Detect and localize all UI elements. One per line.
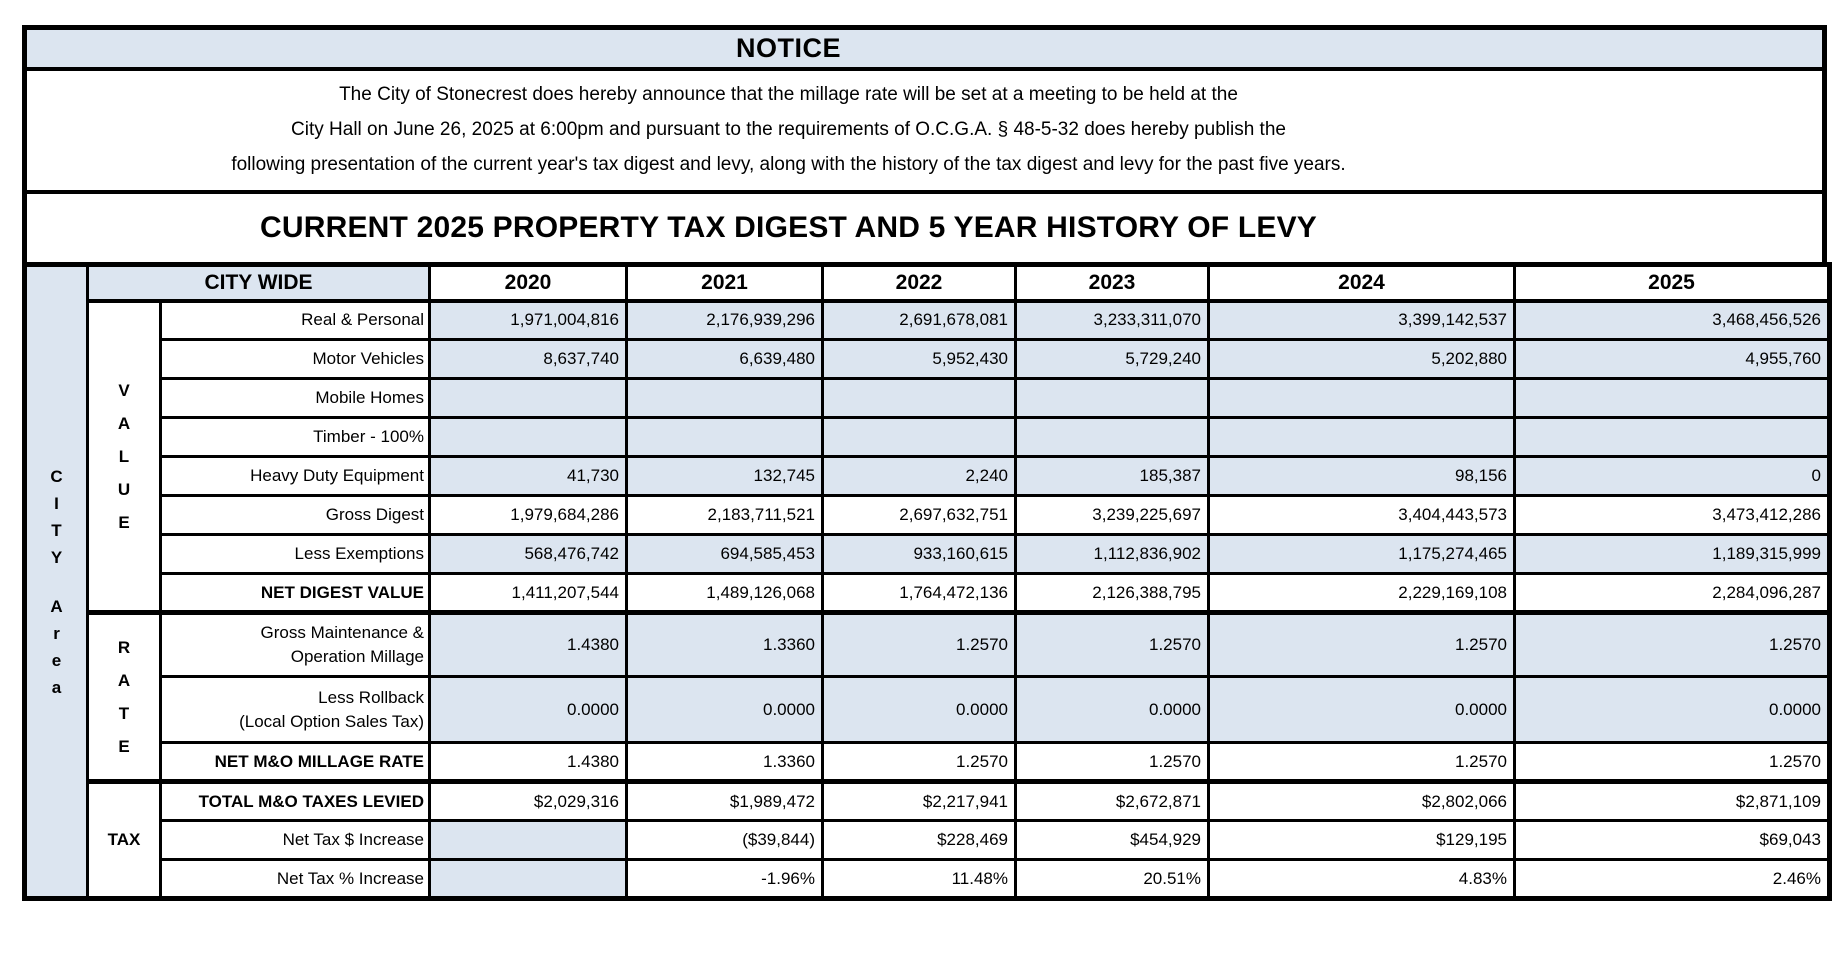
value-cell: 4.83% [1209,860,1515,899]
value-cell [627,418,823,457]
row-label [161,535,430,574]
value-cell [1515,418,1830,457]
year-header-2020: 2020 [430,265,627,301]
value-cell: 1.2570 [1016,613,1209,677]
row-label [161,743,430,782]
value-cell: 2,183,711,521 [627,496,823,535]
value-cell: 5,729,240 [1016,340,1209,379]
value-cell: 694,585,453 [627,535,823,574]
value-cell [1016,418,1209,457]
value-cell: 2.46% [1515,860,1830,899]
value-cell: $2,871,109 [1515,782,1830,821]
value-cell: 1,979,684,286 [430,496,627,535]
value-cell: 1,411,207,544 [430,574,627,613]
value-cell: 1,189,315,999 [1515,535,1830,574]
table-row [25,535,1830,574]
value-cell: 41,730 [430,457,627,496]
table-row [25,574,1830,613]
value-cell: $1,989,472 [627,782,823,821]
area-letter: r [53,623,60,643]
value-cell: 1,175,274,465 [1209,535,1515,574]
value-cell: 3,468,456,526 [1515,301,1830,340]
value-cell: 8,637,740 [430,340,627,379]
value-cell: 933,160,615 [823,535,1016,574]
area-strip-text [28,463,85,701]
value-cell: $2,802,066 [1209,782,1515,821]
value-cell: 5,952,430 [823,340,1016,379]
value-cell: 1,112,836,902 [1016,535,1209,574]
value-cell: 1.2570 [1209,743,1515,782]
area-letter: I [54,493,59,513]
group-word: TAX [107,830,141,849]
group-label-value [88,301,161,613]
value-cell: 1.2570 [1515,743,1830,782]
row-label [161,613,430,677]
table-row [25,860,1830,899]
row-label-line: Real & Personal [301,310,424,330]
notice-line: following presentation of the current year's tax digest and levy, along with the history of the tax digest and levy for the past five years. [231,154,1346,175]
area-letter: a [51,677,62,697]
year-header-2024: 2024 [1209,265,1515,301]
notice-body [27,71,1822,194]
value-cell: 0.0000 [430,677,627,743]
value-cell [1209,379,1515,418]
area-letter: C [50,466,63,486]
value-cell [430,379,627,418]
row-label [161,496,430,535]
value-cell: 5,202,880 [1209,340,1515,379]
row-label-line: NET M&O MILLAGE RATE [214,751,424,771]
row-label-line: Net Tax $ Increase [282,830,424,849]
group-letter: L [118,446,130,466]
digest-table [22,262,1832,901]
table-row [25,782,1830,821]
group-letter: U [117,479,131,499]
value-cell: $2,029,316 [430,782,627,821]
value-cell: $129,195 [1209,821,1515,860]
value-cell: 2,176,939,296 [627,301,823,340]
row-label [161,860,430,899]
row-label-line: Gross Digest [325,505,424,524]
table-row [25,496,1830,535]
value-cell: 1.4380 [430,743,627,782]
table-row [25,301,1830,340]
area-letter: e [51,650,62,670]
value-cell: 1.2570 [1515,613,1830,677]
value-cell: 11.48% [823,860,1016,899]
year-header-2023: 2023 [1016,265,1209,301]
table-row [25,821,1830,860]
notice-box [22,25,1827,267]
value-cell: $454,929 [1016,821,1209,860]
row-label [161,821,430,860]
value-cell: 1.2570 [823,743,1016,782]
value-cell: 1,489,126,068 [627,574,823,613]
table-row [25,457,1830,496]
value-cell [823,418,1016,457]
value-cell [627,379,823,418]
table-row [25,677,1830,743]
value-cell: 3,233,311,070 [1016,301,1209,340]
value-cell: 1,764,472,136 [823,574,1016,613]
notice-header-bar [27,30,1822,71]
row-label [161,574,430,613]
table-row [25,340,1830,379]
value-cell: 185,387 [1016,457,1209,496]
value-cell: $69,043 [1515,821,1830,860]
table-row [25,379,1830,418]
year-header-2022: 2022 [823,265,1016,301]
value-cell: 1.2570 [823,613,1016,677]
value-cell [1209,418,1515,457]
row-label-line: Gross Maintenance & [260,623,424,642]
table-header-row [25,265,1830,301]
document [22,25,1827,901]
row-label-line: (Local Option Sales Tax) [239,711,424,731]
value-cell: 0 [1515,457,1830,496]
value-cell: 1.4380 [430,613,627,677]
row-label-line: Heavy Duty Equipment [250,466,424,485]
group-label-rate [88,613,161,782]
value-cell: 2,240 [823,457,1016,496]
row-label [161,418,430,457]
value-cell [430,418,627,457]
value-cell: 132,745 [627,457,823,496]
value-cell: 0.0000 [1515,677,1830,743]
row-label [161,340,430,379]
group-letter: T [118,704,130,723]
value-cell: 6,639,480 [627,340,823,379]
value-cell: 1,971,004,816 [430,301,627,340]
group-label-tax [88,782,161,899]
row-label-line: Timber - 100% [313,427,424,446]
row-label-line: NET DIGEST VALUE [260,582,424,602]
row-label-line: Less Rollback [318,687,424,707]
value-cell: 2,126,388,795 [1016,574,1209,613]
value-cell: 3,399,142,537 [1209,301,1515,340]
value-cell [430,860,627,899]
area-strip [25,265,88,899]
table-corner-header: CITY WIDE [88,265,430,301]
value-cell: 1.3360 [627,743,823,782]
row-label-line: Motor Vehicles [312,349,424,368]
group-letter: A [117,413,131,433]
value-cell: 0.0000 [1016,677,1209,743]
notice-line: City Hall on June 26, 2025 at 6:00pm and pursuant to the requirements of O.C.G.A. § 48-5-32 does hereby publish the [291,119,1286,140]
value-cell [1515,379,1830,418]
value-cell: 3,404,443,573 [1209,496,1515,535]
main-title: CURRENT 2025 PROPERTY TAX DIGEST AND 5 YEAR HISTORY OF LEVY [259,211,1318,244]
row-label-line: TOTAL M&O TAXES LEVIED [198,791,424,811]
year-header-2025: 2025 [1515,265,1830,301]
value-cell: ($39,844) [627,821,823,860]
value-cell: 20.51% [1016,860,1209,899]
row-label-line: Mobile Homes [315,388,424,407]
value-cell: 1.2570 [1209,613,1515,677]
table-row [25,418,1830,457]
value-cell: $2,672,871 [1016,782,1209,821]
main-title-row [27,194,1822,262]
value-cell: 2,229,169,108 [1209,574,1515,613]
value-cell: 98,156 [1209,457,1515,496]
value-cell: 568,476,742 [430,535,627,574]
group-letter: R [117,638,131,657]
value-cell: 3,239,225,697 [1016,496,1209,535]
table-row [25,613,1830,677]
table-row [25,743,1830,782]
row-label [161,677,430,743]
value-cell: -1.96% [627,860,823,899]
value-cell: 2,697,632,751 [823,496,1016,535]
value-cell: 0.0000 [1209,677,1515,743]
value-cell: $228,469 [823,821,1016,860]
row-label [161,457,430,496]
value-cell [823,379,1016,418]
value-cell: 1.2570 [1016,743,1209,782]
value-cell: 0.0000 [627,677,823,743]
value-cell: 3,473,412,286 [1515,496,1830,535]
group-letter: V [118,380,130,400]
value-cell: 4,955,760 [1515,340,1830,379]
value-cell [1016,379,1209,418]
row-label-line: Less Exemptions [294,544,424,563]
value-cell [430,821,627,860]
area-letter: A [50,596,63,616]
area-letter: Y [50,547,63,567]
value-cell: 0.0000 [823,677,1016,743]
year-header-2021: 2021 [627,265,823,301]
area-letter: T [51,520,62,540]
notice-line: The City of Stonecrest does hereby announce that the millage rate will be set at a meeting to be held at the [339,84,1238,105]
row-label-line: Operation Millage [290,647,424,666]
notice-header-text: NOTICE [735,33,841,63]
row-label [161,301,430,340]
group-letter: E [118,737,130,756]
value-cell: 1.3360 [627,613,823,677]
group-letter: E [118,512,130,532]
row-label-line: Net Tax % Increase [276,868,424,888]
value-cell: $2,217,941 [823,782,1016,821]
row-label [161,782,430,821]
group-letter: A [117,671,131,690]
row-label [161,379,430,418]
value-cell: 2,284,096,287 [1515,574,1830,613]
value-cell: 2,691,678,081 [823,301,1016,340]
